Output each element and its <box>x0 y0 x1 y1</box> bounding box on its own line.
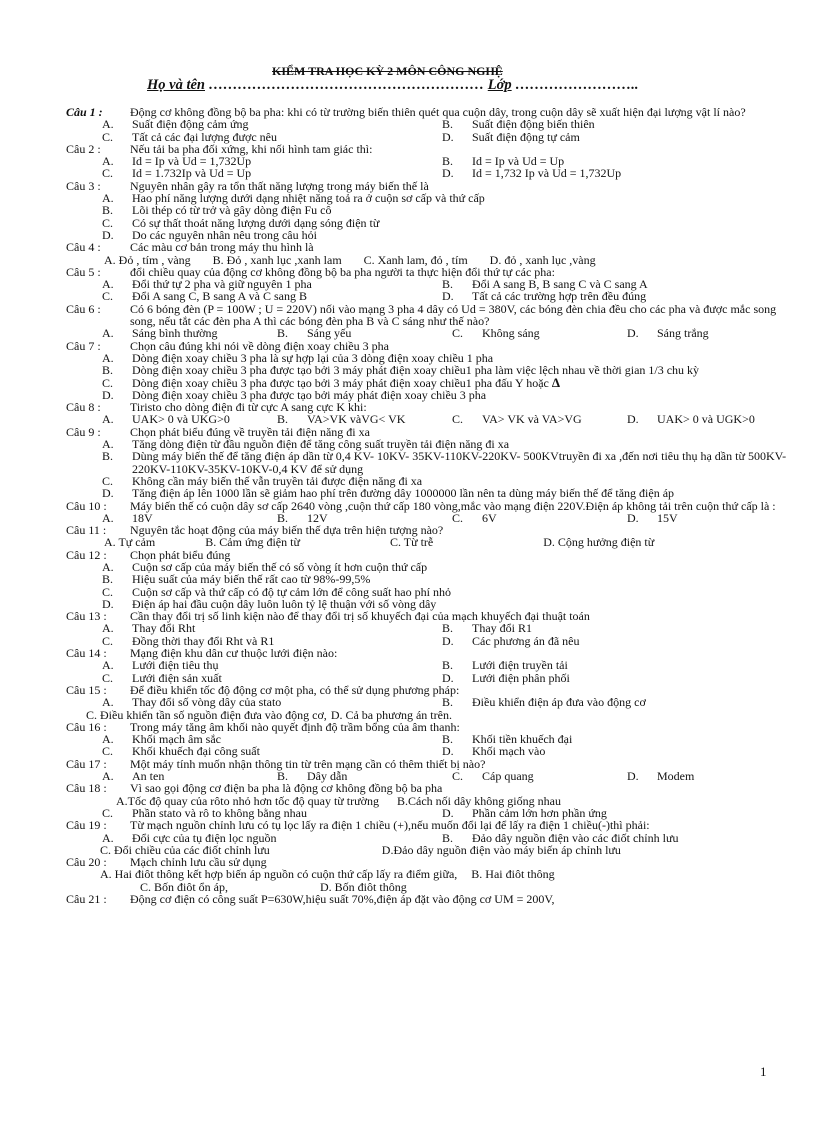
question-9 <box>60 426 790 500</box>
name-label: Họ và tên <box>147 77 205 93</box>
question-text: Chọn câu đúng khi nói về dòng điện xoay chiều 3 pha <box>130 338 389 353</box>
option-d[interactable]: D. Sáng trắng <box>627 326 709 341</box>
option-b[interactable]: B. Thay đổi R1 <box>442 621 532 636</box>
option-d[interactable]: D. Điện áp hai đầu cuộn dây luôn luôn tỷ lệ thuận với số vòng dây <box>102 596 437 611</box>
option-a[interactable]: A. Dòng điện xoay chiều 3 pha là sự hợp lại của 3 dòng điện xoay chiều 1 pha <box>102 350 494 365</box>
question-15 <box>60 684 790 721</box>
option-c[interactable]: C. Phần stato và rô to không bằng nhau <box>102 805 307 820</box>
question-text: Động cơ không đồng bộ ba pha: khi có từ trường biến thiên quét qua cuộn dây, trong cuộn dây sẽ xuất hiện đại lượng vật lí nào? <box>130 105 746 119</box>
option-b[interactable]: B. 12V <box>277 510 328 525</box>
question-text: Mạng điện khu dân cư thuộc lưới điện nào: <box>130 646 338 661</box>
option-a[interactable]: A. Lưới điện tiêu thụ <box>102 658 219 673</box>
question-number: Câu 7 : <box>66 338 101 353</box>
question-text: Chọn phát biểu đúng về truyền tải điện năng đi xa <box>130 424 370 439</box>
question-number: Câu 2 : <box>66 141 101 156</box>
question-number: Câu 1 : <box>66 105 103 119</box>
option-d[interactable]: D. Modem <box>627 769 695 784</box>
question-5 <box>60 266 790 303</box>
option-b[interactable]: B. Đảo dây nguồn điện vào các điốt chỉnh lưu <box>442 830 679 845</box>
option-c[interactable]: C. Đồng thời thay đổi Rht và R1 <box>102 633 275 648</box>
options-inline <box>60 709 790 721</box>
option-b[interactable]: B. VA>VK vàVG< VK <box>277 412 406 427</box>
question-21 <box>60 893 790 905</box>
option-d[interactable]: D. Id = 1,732 Ip và Ud = 1,732Up <box>442 166 622 181</box>
question-14 <box>60 647 790 684</box>
question-1 <box>60 106 790 143</box>
question-text: Từ mạch nguồn chỉnh lưu có tụ lọc lấy ra điện 1 chiều (+),nếu muốn đổi lại để lấy ra điện 1 chiều(-)thì phải: <box>130 818 650 833</box>
name-dots: ………………………………………………… <box>208 77 485 93</box>
option-b[interactable]: B. Lõi thép có từ trở và gây dòng điện Fu cô <box>102 203 332 218</box>
question-text: Chọn phát biểu đúng <box>130 547 231 562</box>
question-number: Câu 5 : <box>66 264 101 279</box>
question-7 <box>60 340 790 401</box>
option-a[interactable]: A. An ten <box>102 769 165 784</box>
option-b[interactable]: B. Dây dẫn <box>277 769 348 784</box>
option-c[interactable]: C. Khối khuếch đại công suất <box>102 744 260 759</box>
question-text: Vì sao gọi động cơ điện ba pha là động cơ không đồng bộ ba pha <box>130 781 443 796</box>
option-d[interactable]: D. Bốn điôt thông <box>320 879 407 894</box>
option-b[interactable]: B. Dùng máy biến thế để tăng điện áp dần từ 0,4 KV- 10KV- 35KV-110KV-220KV- 500KVtruyền đi xa ,đến nơi tiêu thụ hạ dần từ 500KV-220KV-110KV-35KV-10KV-0,4 KV để sử dụng <box>102 449 787 476</box>
question-number: Câu 14 : <box>66 646 107 661</box>
question-list <box>60 106 790 905</box>
question-text: Trong máy tăng âm khối nào quyết định độ trầm bổng của âm thanh: <box>130 719 460 734</box>
class-label: Lớp <box>487 77 512 93</box>
option-c[interactable]: C. Cáp quang <box>452 769 534 784</box>
option-c[interactable]: C. Tất cả các đại lượng được nêu <box>102 129 277 144</box>
question-number: Câu 20 : <box>66 855 107 870</box>
option-a[interactable]: A. Đổi thứ tự 2 pha và giữ nguyên 1 pha <box>102 277 312 292</box>
option-b[interactable]: B. Cảm ứng điện từ <box>205 535 300 550</box>
option-d[interactable]: D. Cả ba phương án trên. <box>330 707 452 722</box>
question-10 <box>60 500 790 525</box>
question-number: Câu 12 : <box>66 547 107 562</box>
question-6 <box>60 303 790 340</box>
question-4 <box>60 241 790 266</box>
option-c[interactable]: C. 6V <box>452 510 497 525</box>
option-d[interactable]: D. Do các nguyên nhân nêu trong câu hỏi <box>102 227 317 242</box>
options-inline <box>60 536 790 548</box>
option-b[interactable]: B. Hai điôt thông <box>471 867 555 882</box>
question-16 <box>60 721 790 758</box>
option-d[interactable]: D. Tất cả các trường hợp trên đều đúng <box>442 289 647 304</box>
option-d[interactable]: D. 15V <box>627 510 678 525</box>
option-d[interactable]: D. Cộng hưởng điện từ <box>543 535 655 550</box>
option-b[interactable]: B. Điều khiển điện áp đưa vào động cơ <box>442 695 646 710</box>
question-number: Câu 19 : <box>66 818 107 833</box>
option-a[interactable]: A. Tự cảm <box>104 535 156 550</box>
question-text: Cần thay đổi trị số linh kiện nào để thay đổi trị số khuyếch đại của mạch khuyếch đại thuật toán <box>130 609 590 624</box>
question-number: Câu 15 : <box>66 682 107 697</box>
question-text: đổi chiều quay của động cơ không đồng bộ ba pha người ta thực hiện đổi thứ tự các pha: <box>130 264 555 279</box>
question-number: Câu 17 : <box>66 756 107 771</box>
option-a[interactable]: A. Hai điôt thông kết hợp biến áp nguồn có cuộn thứ cấp lấy ra điểm giữa, <box>100 867 458 882</box>
option-c[interactable]: C. Đổi chiều của các điốt chỉnh lưu <box>100 842 270 857</box>
option-b[interactable]: B. Hiệu suất của máy biến thế rất cao từ 98%-99,5% <box>102 572 371 587</box>
class-dots: …………………….. <box>515 77 639 93</box>
option-d[interactable]: D. Các phương án đã nêu <box>442 633 580 648</box>
option-a[interactable]: A. Hao phí năng lượng dưới dạng nhiệt năng toả ra ở cuộn sơ cấp và thứ cấp <box>102 191 485 206</box>
option-b[interactable]: B. Suất điện động biến thiên <box>442 117 595 132</box>
option-a[interactable]: A. Suất điện động cảm ứng <box>102 117 249 132</box>
option-a[interactable]: A. Cuộn sơ cấp của máy biến thế có số vòng ít hơn cuộn thứ cấp <box>102 559 428 574</box>
option-d[interactable]: D. Phần cảm lớn hơn phần ứng <box>442 805 607 820</box>
option-c[interactable]: C. Từ trễ <box>389 535 434 550</box>
option-d[interactable]: D. Tăng điện áp lên 1000 lần sẽ giảm hao phí trên đường dây 1000000 lần nên ta dùng máy biến thế để tăng điện áp <box>102 486 675 501</box>
option-b[interactable]: B. Đỏ , xanh lục ,xanh lam <box>212 252 342 267</box>
question-number: Câu 21 : <box>66 892 107 906</box>
option-b[interactable]: B. Lưới điện truyền tải <box>442 658 568 673</box>
option-a[interactable]: A. Đổi cực của tụ điện lọc nguồn <box>102 830 277 845</box>
option-a[interactable]: A. Thay đổi Rht <box>102 621 196 636</box>
question-13 <box>60 610 790 647</box>
question-3 <box>60 180 790 241</box>
option-c[interactable]: C. Điều khiển tần số nguồn điện đưa vào động cơ, <box>86 707 327 722</box>
options-inline <box>60 254 790 266</box>
option-a[interactable]: A. UAK> 0 và UKG>0 <box>102 412 230 427</box>
option-a[interactable]: A. Thay đổi số vòng dây của stato <box>102 695 282 710</box>
delta-icon: Δ <box>551 374 561 390</box>
option-c[interactable]: C. Cuộn sơ cấp và thứ cấp có độ tự cảm lớn để công suất hao phí nhỏ <box>102 584 451 599</box>
option-d[interactable]: D. Suất điện động tự cảm <box>442 129 580 144</box>
question-number: Câu 16 : <box>66 719 107 734</box>
question-19 <box>60 819 790 856</box>
question-18 <box>60 782 790 819</box>
option-d[interactable]: D. Lưới điện phân phối <box>442 670 570 685</box>
question-number: Câu 13 : <box>66 609 107 624</box>
option-b[interactable]: B. Dòng điện xoay chiều 3 pha được tạo bởi 3 máy phát điện xoay chiều1 pha làm việc lệch nhau về thời gian 1/3 chu kỳ <box>102 363 700 378</box>
question-number: Câu 6 : <box>66 301 101 316</box>
question-number: Câu 8 : <box>66 400 101 415</box>
option-c[interactable]: C. Dòng điện xoay chiều 3 pha được tạo bởi 3 máy phát điện xoay chiều1 pha đấu Y hoặc Δ <box>102 374 561 390</box>
question-number: Câu 9 : <box>66 424 101 439</box>
question-text: Tiristo cho dòng điện đi từ cực A sang cực K khi: <box>130 400 367 415</box>
question-2 <box>60 143 790 180</box>
option-c[interactable]: C. Không sáng <box>452 326 540 341</box>
question-11 <box>60 524 790 549</box>
options-row-1 <box>60 868 790 880</box>
option-c[interactable]: C. Lưới điện sản xuất <box>102 670 222 685</box>
option-c[interactable]: C. VA> VK và VA>VG <box>452 412 582 427</box>
option-b[interactable]: B. Khối tiền khuếch đại <box>442 732 573 747</box>
option-d[interactable]: D.Đảo dây nguồn điện vào máy biến áp chỉnh lưu <box>381 842 621 857</box>
option-a[interactable]: A.Tốc độ quay của rôto nhỏ hơn tốc độ quay từ trường <box>116 793 379 808</box>
option-a[interactable]: A. Khối mạch âm sắc <box>102 732 221 747</box>
option-d[interactable]: D. Dòng điện xoay chiều 3 pha được tạo bởi máy phát điện xoay chiều 3 pha <box>102 387 487 402</box>
option-a[interactable]: A. 18V <box>102 510 153 525</box>
option-c[interactable]: C. Có sự thất thoát năng lượng dưới dạng sóng điện từ <box>102 215 380 230</box>
question-text: Để điều khiển tốc độ động cơ một pha, có thể sử dụng phương pháp: <box>130 682 460 697</box>
option-a[interactable]: A. Sáng bình thường <box>102 326 218 341</box>
option-c[interactable]: C. Bốn điôt ổn áp, <box>140 879 229 894</box>
option-b[interactable]: B. Id = Ip và Ud = Up <box>442 154 565 169</box>
question-text: Các màu cơ bản trong máy thu hình là <box>130 240 314 255</box>
option-a[interactable]: A. Id = Ip và Ud = 1,732Up <box>102 154 252 169</box>
question-text: Một máy tính muốn nhận thông tin từ trên mạng cần có thêm thiết bị nào? <box>130 756 486 771</box>
option-d[interactable]: D. UAK> 0 và UGK>0 <box>627 412 755 427</box>
page-number: 1 <box>760 1064 767 1079</box>
option-a[interactable]: A. Đỏ , tím , vàng <box>104 252 191 267</box>
option-c[interactable]: C. Xanh lam, đỏ , tím <box>363 252 468 267</box>
name-class-line <box>147 79 639 91</box>
question-12 <box>60 549 790 610</box>
option-c[interactable]: C. Id = 1.732Ip và Ud = Up <box>102 166 252 181</box>
question-number: Câu 18 : <box>66 781 107 796</box>
question-17 <box>60 758 790 783</box>
option-b[interactable]: B. Đổi A sang B, B sang C và C sang A <box>442 277 648 292</box>
question-text: Mạch chỉnh lưu cầu sử dụng <box>130 855 267 870</box>
question-8 <box>60 401 790 426</box>
question-text: Nếu tải ba pha đối xứng, khi nối hình tam giác thì: <box>130 141 373 156</box>
option-a[interactable]: A. Tăng dòng điện từ đầu nguồn điện để tăng công suất truyền tải điện năng đi xa <box>102 437 510 452</box>
question-number: Câu 11 : <box>66 523 107 538</box>
question-20 <box>60 856 790 893</box>
option-d[interactable]: D. đỏ , xanh lục ,vàng <box>489 252 596 267</box>
question-text: Máy biến thế có cuộn dây sơ cấp 2640 vòng ,cuộn thứ cấp 180 vòng,mắc vào mạng điện 220V.Điện áp không tải trên cuộn thứ cấp là : <box>130 498 776 513</box>
option-d[interactable]: D. Khối mạch vào <box>442 744 546 759</box>
option-b[interactable]: B.Cách nối dây không giống nhau <box>396 793 561 808</box>
question-text: Nguyên tắc hoạt động của máy biến thế dựa trên hiện tượng nào? <box>130 523 444 538</box>
question-number: Câu 3 : <box>66 178 101 193</box>
question-text: Nguyên nhân gây ra tổn thất năng lượng trong máy biến thế là <box>130 178 429 193</box>
question-text: Có 6 bóng đèn (P = 100W ; U = 220V) nối vào mạng 3 pha 4 dây có Ud = 380V, các bóng đèn chia đều cho các pha và được mắc song song, nếu tắt các đèn pha A thì các bóng đèn pha B và C sáng như thế nào? <box>130 301 777 329</box>
question-number: Câu 4 : <box>66 240 101 255</box>
exam-title: KIỂM TRA HỌC KỲ 2 MÔN CÔNG NGHỆ <box>272 64 503 78</box>
option-b[interactable]: B. Sáng yếu <box>277 326 352 341</box>
question-number: Câu 10 : <box>66 498 107 513</box>
option-c[interactable]: C. Đổi A sang C, B sang A và C sang B <box>102 289 308 304</box>
option-c[interactable]: C. Không cần máy biến thế vẫn truyền tải được điện năng đi xa <box>102 473 423 488</box>
question-text: Động cơ điện có công suất P=630W,hiệu suất 70%,điện áp đặt vào động cơ UM = 200V, <box>130 892 555 906</box>
